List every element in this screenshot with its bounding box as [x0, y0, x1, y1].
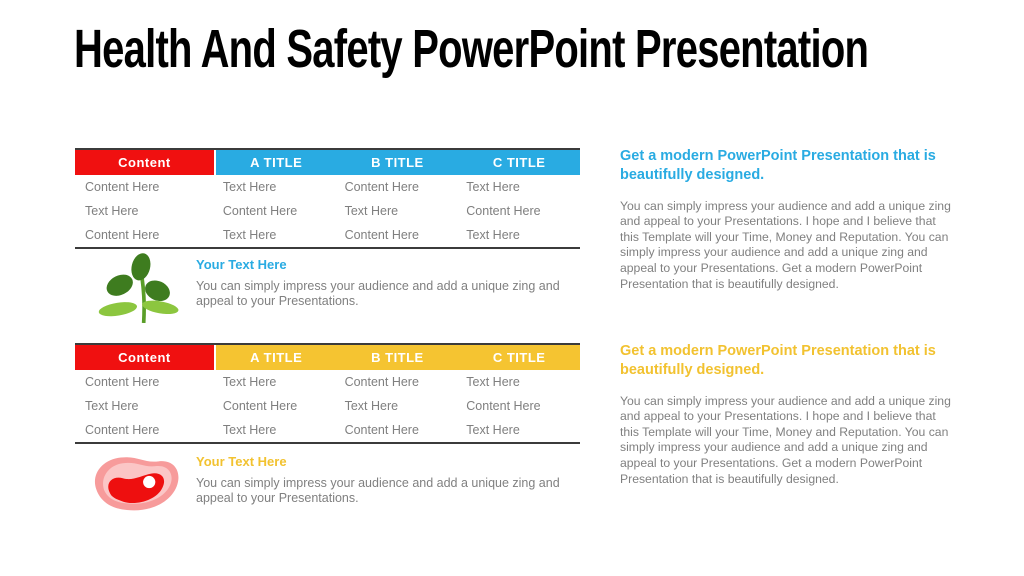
table-cell: Text Here — [222, 228, 277, 242]
table-row — [75, 175, 580, 199]
section-heading: Get a modern PowerPoint Presentation that is beautifully designed. — [620, 343, 936, 379]
table-cell: Text Here — [466, 180, 520, 194]
header-cell-content: Content — [75, 150, 215, 175]
table-row — [75, 418, 580, 442]
note-body: You can simply impress your audience and add a unique zing and appeal to your Presentations. — [196, 476, 560, 505]
table-cell: Text Here — [85, 204, 139, 218]
header-cell-b-title: B TITLE — [337, 150, 459, 175]
table-row — [75, 394, 580, 418]
header-cell-c-title: C TITLE — [458, 150, 580, 175]
table-cell: Content Here — [85, 423, 160, 437]
table-section-blue — [75, 148, 580, 249]
table-cell: Text Here — [466, 423, 520, 437]
table-cell: Content Here — [85, 375, 160, 389]
table-cell: Content Here — [466, 204, 541, 218]
table-row — [75, 223, 580, 247]
table-cell: Content Here — [85, 180, 160, 194]
table-section-yellow — [75, 343, 580, 444]
right-section-yellow — [620, 342, 958, 487]
table-row — [75, 370, 580, 394]
table-cell: Content Here — [344, 423, 419, 437]
table-header-row — [75, 150, 580, 175]
table-cell: Text Here — [466, 228, 520, 242]
header-cell-content: Content — [75, 345, 215, 370]
table-header-row — [75, 345, 580, 370]
table-cell: Text Here — [222, 375, 277, 389]
data-table-blue — [75, 150, 580, 247]
section-body: You can simply impress your audience and add a unique zing and appeal to your Presentations. I hope and I believe that this Template will your Time, Money and Reputation. You can simply impress your audience and add a unique zing and appeal to your Presentations. Get a modern PowerPoint Presentation that is beautifully designed. — [620, 393, 951, 486]
note-text-block — [196, 257, 580, 309]
plant-icon — [98, 253, 182, 323]
data-table-yellow — [75, 345, 580, 442]
note-heading: Your Text Here — [196, 454, 287, 469]
steak-icon — [87, 450, 185, 516]
table-cell: Content Here — [222, 204, 298, 218]
table-cell: Content Here — [344, 228, 419, 242]
section-heading: Get a modern PowerPoint Presentation that is beautifully designed. — [620, 148, 936, 184]
table-cell: Content Here — [85, 228, 160, 242]
header-cell-a-title: A TITLE — [215, 150, 337, 175]
table-cell: Text Here — [344, 399, 399, 413]
table-cell: Text Here — [466, 375, 520, 389]
note-body: You can simply impress your audience and add a unique zing and appeal to your Presentations. — [196, 279, 560, 308]
note-heading: Your Text Here — [196, 257, 287, 272]
table-cell: Text Here — [222, 180, 277, 194]
table-cell: Text Here — [344, 204, 399, 218]
table-cell: Text Here — [222, 423, 277, 437]
table-cell: Text Here — [85, 399, 139, 413]
right-section-blue — [620, 147, 958, 292]
slide-title: Health And Safety PowerPoint Presentation — [74, 19, 869, 79]
table-row — [75, 199, 580, 223]
table-cell: Content Here — [466, 399, 541, 413]
header-cell-a-title: A TITLE — [215, 345, 337, 370]
table-cell: Content Here — [222, 399, 298, 413]
note-text-block — [196, 454, 580, 506]
header-cell-b-title: B TITLE — [337, 345, 459, 370]
table-cell: Content Here — [344, 180, 419, 194]
header-cell-c-title: C TITLE — [458, 345, 580, 370]
section-body: You can simply impress your audience and add a unique zing and appeal to your Presentations. I hope and I believe that this Template will your Time, Money and Reputation. You can simply impress your audience and add a unique zing and appeal to your Presentations. Get a modern PowerPoint Presentation that is beautifully designed. — [620, 198, 951, 291]
table-cell: Content Here — [344, 375, 419, 389]
